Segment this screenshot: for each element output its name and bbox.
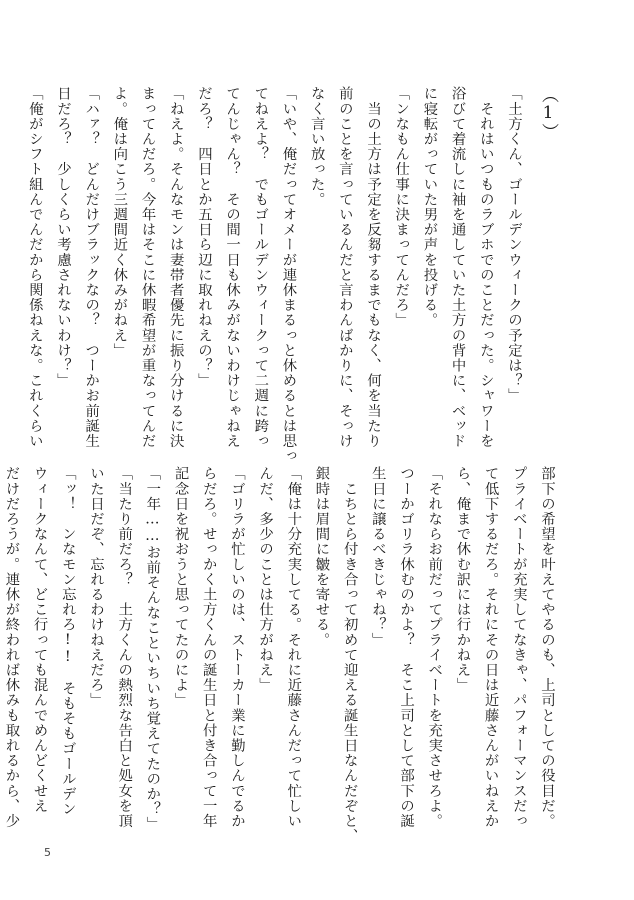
text-line: いた日だぞ、忘れるわけねえだろ」 <box>88 466 104 708</box>
text-line: 「ンなもん仕事に決まってんだろ」 <box>393 86 410 328</box>
text-line: 「当たり前だろ？ 土方くんの熱烈な告白と処女を頂 <box>116 466 133 829</box>
text-line: 「俺がシフト組んでんだから関係ねえな。これくらい <box>26 86 43 449</box>
text-line: 「ハァ？ どんだけブラックなの？ つーかお前誕生 <box>83 86 100 449</box>
text-line: 日だろ？ 少しくらい考慮されないわけ？」 <box>55 86 71 388</box>
text-line: 部下の希望を叶えてやるのも、上司としての役目だ。 <box>539 466 555 829</box>
text-line: 「ゴリラが忙しいのは、ストーカー業に勤しんでるか <box>228 466 245 829</box>
text-line: てんじゃん？ その間一日も休みがないわけじゃねえ <box>224 86 241 449</box>
text-line: まってんだろ。今年はそこに休暇希望が重なってんだ <box>139 86 156 449</box>
text-line: て低下するだろ。それにその日は近藤さんがいねえか <box>482 466 499 829</box>
text-line: 記念日を祝おうと思ってたのによ」 <box>172 466 189 708</box>
text-line: それはいつものラブホでのことだった。シャワーを <box>477 86 494 449</box>
text-line: ら、俺まで休む訳には行かねえ」 <box>454 466 471 693</box>
text-line: こちとら付き合って初めて迎える誕生日なんだぞと、 <box>341 466 358 844</box>
text-line: 「ねえよ。そんなモンは妻帯者優先に振り分けるに決 <box>167 86 184 449</box>
text-line: 「それならお前だってプライベートを充実させろよ。 <box>426 466 443 829</box>
text-line: 前のことを言っているんだと言わんばかりに、そっけ <box>336 86 353 449</box>
text-line: プライベートが充実してなきゃ、パフォーマンスだっ <box>510 466 527 829</box>
page-number: 5 <box>44 846 51 859</box>
lower-text-block <box>0 466 555 844</box>
text-line: 「いや、俺だってオメーが連休まるっと休めるとは思っ <box>280 86 297 464</box>
text-line: 当の土方は予定を反芻するまでもなく、何を当たり <box>365 86 382 449</box>
text-line: 「一年……お前そんなこといちいち覚えてたのか？」 <box>144 466 161 832</box>
text-line: に寝転がっていた男が声を投げる。 <box>421 86 438 328</box>
text-line: んだ、多少のことは仕方がねえ」 <box>257 466 274 693</box>
text-line: らだろ。せっかく土方くんの誕生日と付き合って一年 <box>200 466 217 829</box>
upper-text-block <box>14 86 558 464</box>
text-line: だけだろうが。連休が終われば休みも取れるから、少 <box>3 466 20 829</box>
text-line: だろ？ 四日とか五日ら辺に取れねえの？」 <box>195 86 212 388</box>
text-line: ウィークなんて、どこ行っても混んでめんどくせえ <box>31 466 48 814</box>
text-line: つーかゴリラ休むのかよ？ そこ上司として部下の誕 <box>398 466 415 829</box>
text-line: 浴びて着流しに袖を通していた土方の背中に、ベッド <box>449 86 466 449</box>
text-line: よ。俺は向こう三週間近く休みがねえ」 <box>111 86 128 358</box>
text-line: 「土方くん、ゴールデンウィークの予定は？」 <box>506 86 522 404</box>
text-line: 生日に譲るべきじゃね？」 <box>369 466 386 648</box>
text-line: 「俺は十分充実してる。それに近藤さんだって忙しい <box>285 466 302 829</box>
text-line: 「ッ！ ンなモン忘れろ!! そもそもゴールデン <box>59 466 76 817</box>
text-line: 銀時は眉間に皺を寄せる。 <box>313 466 330 648</box>
text-line: てねえよ？ でもゴールデンウィークって二週に跨っ <box>252 86 269 449</box>
text-line: なく言い放った。 <box>308 86 325 207</box>
chapter-title: （1） <box>538 86 558 140</box>
